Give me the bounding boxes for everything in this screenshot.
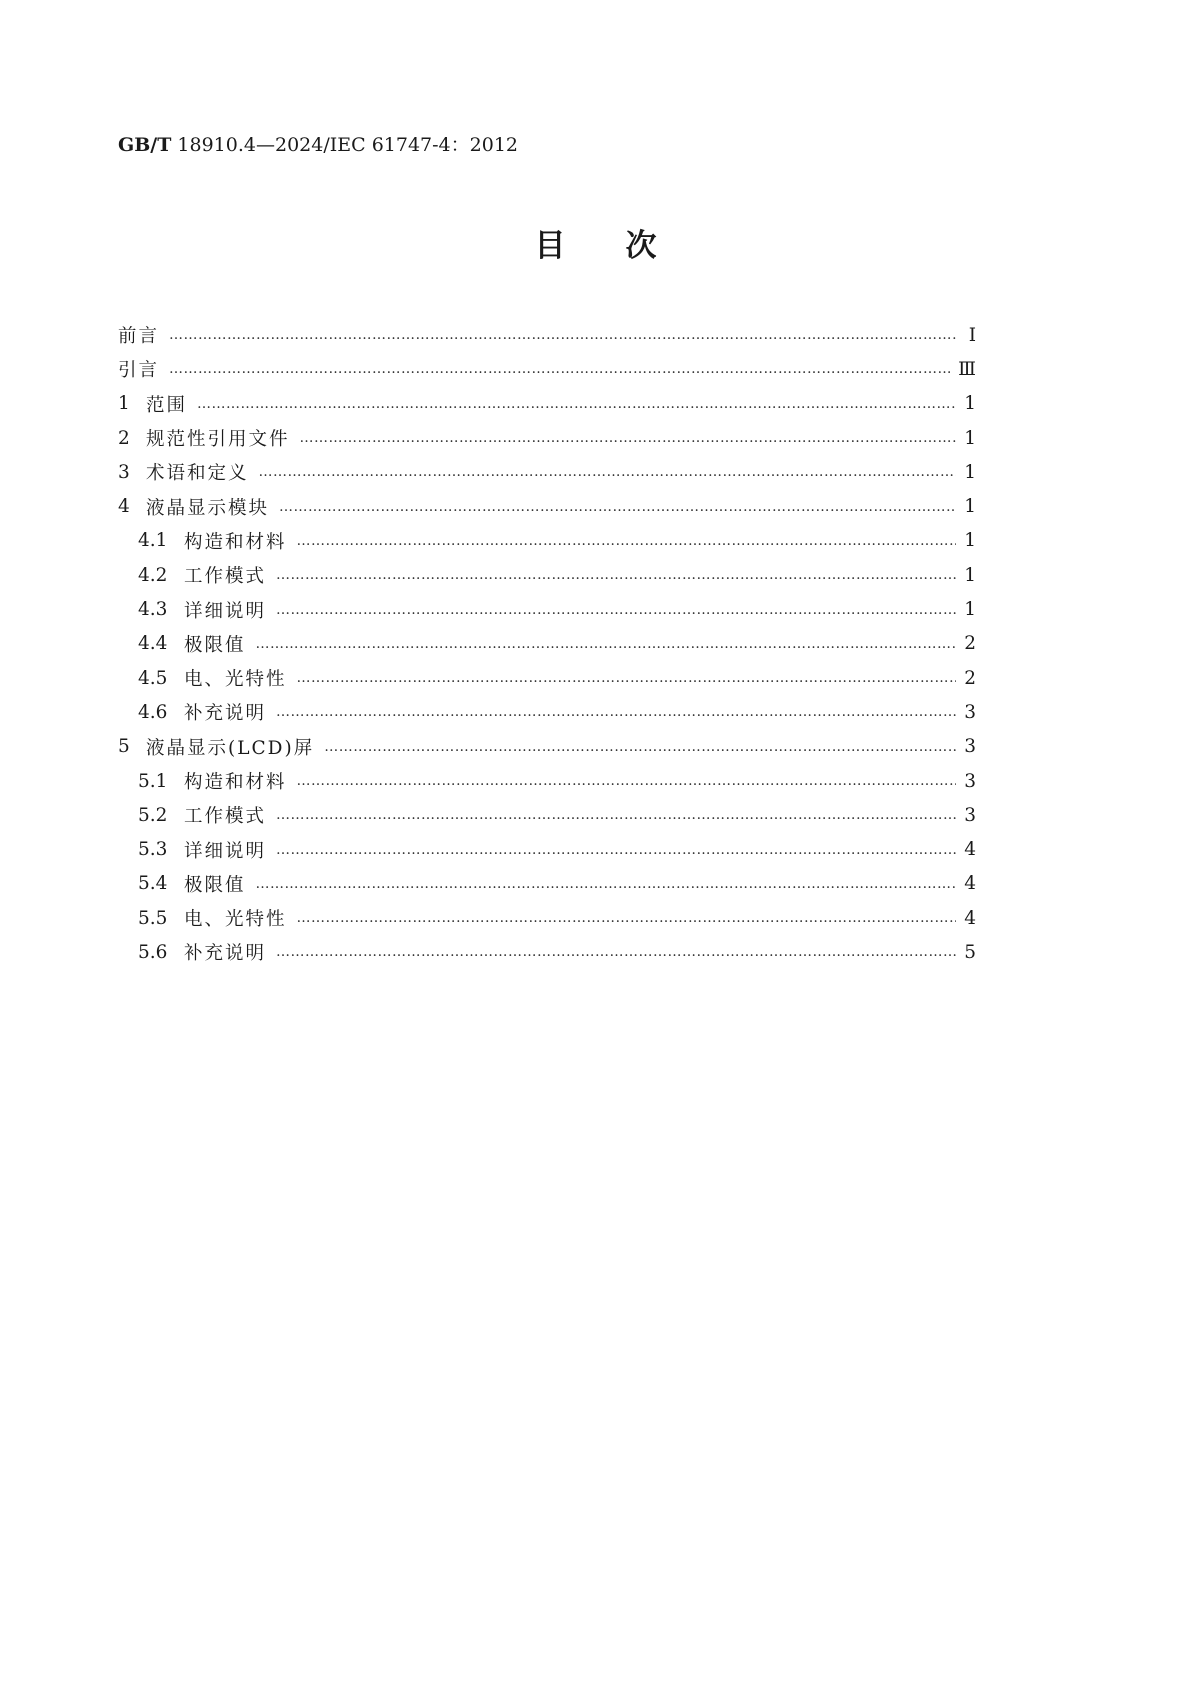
toc-entry-title: 液晶显示(LCD)屏	[146, 737, 315, 759]
toc-entry-4-5[interactable]	[118, 661, 976, 695]
toc-leader-dots	[276, 567, 956, 583]
standard-header	[118, 130, 518, 157]
toc-leader-dots	[169, 327, 956, 343]
toc-leader-dots	[169, 361, 950, 377]
toc-entry-title: 极限值	[184, 874, 246, 896]
toc-entry-number: 4.2	[138, 564, 168, 586]
toc-entry-page: 2	[964, 633, 976, 655]
toc-entry-title: 范围	[146, 394, 188, 416]
standard-number: 18910.4—2024/IEC 61747-4：2012	[171, 134, 518, 156]
toc-entry-4-1[interactable]	[118, 524, 976, 558]
toc-entry-5[interactable]	[118, 730, 976, 764]
toc-leader-dots	[256, 636, 956, 652]
toc-entry-title: 详细说明	[184, 840, 267, 862]
toc-entry-number: 4.1	[138, 530, 168, 552]
toc-entry-4-3[interactable]	[118, 592, 976, 626]
toc-entry-introduction[interactable]	[118, 352, 976, 386]
toc-entry-2[interactable]	[118, 421, 976, 455]
toc-entry-5-4[interactable]	[118, 867, 976, 901]
toc-entry-number: 5.5	[138, 907, 168, 929]
toc-entry-number: 5	[118, 736, 130, 758]
toc-entry-title: 工作模式	[184, 566, 267, 588]
toc-entry-page: Ⅲ	[958, 358, 976, 380]
toc-leader-dots	[279, 499, 956, 515]
toc-entry-title: 电、光特性	[184, 669, 287, 691]
toc-entry-5-6[interactable]	[118, 935, 976, 969]
toc-entry-page: 1	[964, 393, 976, 415]
toc-leader-dots	[276, 704, 956, 720]
toc-entry-page: 1	[964, 599, 976, 621]
toc-entry-number: 3	[118, 461, 130, 483]
toc-entry-page: 4	[964, 907, 976, 929]
toc-entry-5-1[interactable]	[118, 764, 976, 798]
toc-entry-page: 2	[964, 667, 976, 689]
toc-entry-page: 3	[964, 736, 976, 758]
toc-entry-title: 前言	[118, 326, 160, 348]
toc-entry-title: 详细说明	[184, 600, 267, 622]
toc-entry-page: 3	[964, 804, 976, 826]
toc-entry-5-3[interactable]	[118, 832, 976, 866]
toc-entry-number: 4	[118, 496, 130, 518]
toc-entry-title: 术语和定义	[146, 463, 249, 485]
toc-leader-dots	[197, 396, 956, 412]
toc-entry-page: 1	[964, 496, 976, 518]
toc-entry-title: 引言	[118, 360, 160, 382]
toc-entry-title: 补充说明	[184, 943, 267, 965]
toc-entry-number: 1	[118, 393, 130, 415]
toc-entry-page: 4	[964, 873, 976, 895]
toc-leader-dots	[276, 944, 956, 960]
standard-code: GB/T	[118, 134, 172, 156]
toc-entry-number: 2	[118, 427, 130, 449]
toc-entry-number: 5.1	[138, 770, 168, 792]
toc-entry-foreword[interactable]	[118, 318, 976, 352]
toc-entry-number: 4.5	[138, 667, 168, 689]
toc-entry-page: 1	[964, 564, 976, 586]
toc-leader-dots	[297, 773, 956, 789]
toc-leader-dots	[276, 602, 956, 618]
toc-entry-title: 液晶显示模块	[146, 497, 270, 519]
toc-entry-page: 3	[964, 770, 976, 792]
toc-leader-dots	[300, 430, 956, 446]
toc-entry-number: 4.4	[138, 633, 168, 655]
toc-entry-5-2[interactable]	[118, 798, 976, 832]
toc-entry-4-4[interactable]	[118, 627, 976, 661]
toc-entry-5-5[interactable]	[118, 901, 976, 935]
toc-entry-page: 4	[964, 839, 976, 861]
toc-leader-dots	[276, 807, 956, 823]
toc-leader-dots	[297, 670, 956, 686]
toc-entry-number: 4.3	[138, 599, 168, 621]
toc-entry-1[interactable]	[118, 387, 976, 421]
toc-leader-dots	[259, 464, 956, 480]
toc-entry-title: 补充说明	[184, 703, 267, 725]
table-of-contents	[118, 318, 976, 970]
page-title: 目次	[534, 228, 717, 264]
toc-entry-page: 1	[964, 461, 976, 483]
toc-entry-page: 3	[964, 701, 976, 723]
toc-entry-4[interactable]	[118, 489, 976, 523]
toc-leader-dots	[297, 910, 956, 926]
toc-leader-dots	[324, 739, 956, 755]
toc-leader-dots	[256, 876, 956, 892]
toc-entry-title: 极限值	[184, 634, 246, 656]
toc-entry-title: 构造和材料	[184, 531, 287, 553]
toc-entry-title: 规范性引用文件	[146, 429, 290, 451]
toc-entry-page: 5	[964, 941, 976, 963]
toc-entry-title: 电、光特性	[184, 909, 287, 931]
toc-entry-page: 1	[964, 530, 976, 552]
toc-entry-number: 5.6	[138, 941, 168, 963]
toc-leader-dots	[297, 533, 956, 549]
toc-entry-number: 5.4	[138, 873, 168, 895]
toc-entry-number: 4.6	[138, 701, 168, 723]
toc-leader-dots	[276, 842, 956, 858]
toc-entry-title: 工作模式	[184, 806, 267, 828]
toc-entry-number: 5.2	[138, 804, 168, 826]
toc-entry-number: 5.3	[138, 839, 168, 861]
toc-entry-4-6[interactable]	[118, 695, 976, 729]
toc-entry-3[interactable]	[118, 455, 976, 489]
toc-entry-page: Ⅰ	[968, 324, 976, 346]
toc-entry-title: 构造和材料	[184, 772, 287, 793]
toc-entry-4-2[interactable]	[118, 558, 976, 592]
toc-entry-page: 1	[964, 427, 976, 449]
